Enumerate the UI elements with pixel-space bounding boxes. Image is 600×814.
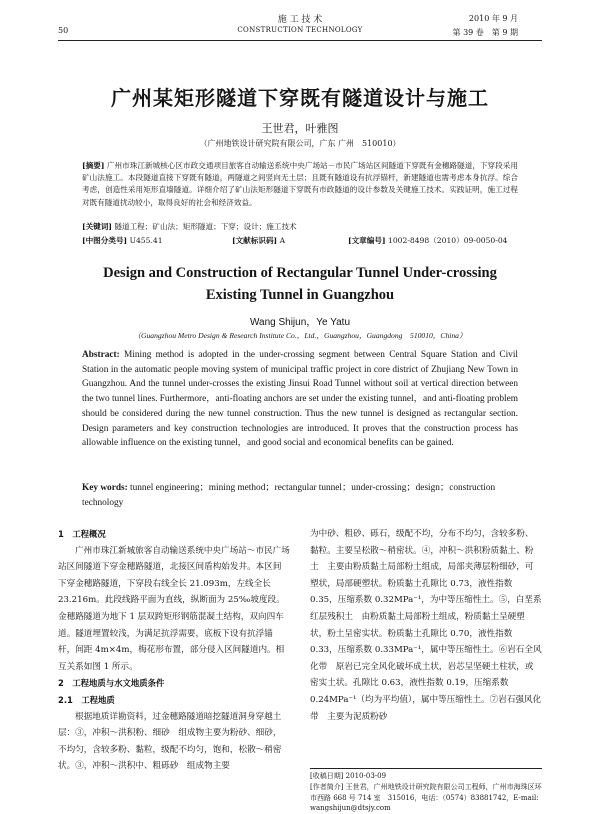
journal-name-cn: 施 工 技 术 — [277, 15, 323, 25]
section-2-1-heading: 2.1 工程地质 — [58, 694, 115, 705]
abstract-cn-text: 广州市珠江新城核心区市政交通项目旅客自动输送系统中央广场站－市民广场站区间隧道下穿既有金穗路隧道，下穿段采用矿山法施工。本段隧道直接下穿既有隧道，两隧道之间竖向无土层；且既有隧道设有抗浮锚杆，新建隧道也需考虑本身抗浮。综合考虑，创造性采用矩形直墙隧道。详细介绍了矿山法矩形隧道下穿既有市政隧道的设计参数及关键施工技术。实践证明，施工过程对既有隧道扰动较小，取得良好的社会和经济效益。 — [82, 161, 518, 207]
paper-title-en-line2: Existing Tunnel in Guangzhou — [205, 287, 395, 303]
page-number: 50 — [58, 26, 69, 35]
volume-issue: 第 39 卷 第 9 期 — [452, 28, 518, 37]
clc-value: U455.41 — [129, 236, 163, 245]
article-number-value: 1002-8498（2010）09-0050-04 — [387, 236, 508, 245]
authors-cn: 王世君，叶雅图 — [261, 122, 339, 135]
affiliation-cn: （广州地铁设计研究院有限公司，广东 广州 510010） — [199, 139, 401, 148]
keywords-cn — [82, 221, 518, 232]
document-code — [232, 235, 285, 246]
section-2-heading: 2 工程地质与水文地质条件 — [58, 678, 165, 689]
abstract-cn — [82, 160, 518, 209]
body-column-right — [310, 526, 542, 725]
header-rule — [58, 40, 542, 41]
keywords-cn-text: 隧道工程；矿山法；矩形隧道；下穿；设计；施工技术 — [114, 222, 297, 231]
abstract-en — [82, 348, 518, 451]
footnote-author-bio: [作者简介] 王世君，广州地铁设计研究院有限公司工程师，广州市海珠区环市西路 668 号 714 室 315016，电话：（0574）83881742，E-mail: wangshijun@dtsjy.com — [310, 782, 542, 813]
abstract-en-text: Mining method is adopted in the under-crossing segment between Central Square Station and Civil Station in the automatic people moving system of municipal traffic project in core district of Zhujiang New Town in Guangzhou. And the tunnel under-crosses the existing Jinsui Road Tunnel without soil at vertical direction between the two tunnel lines. Furthermore，anti-floating anchors are set under the existing tunnel，and anti-floating problem should be considered during the new tunnel construction. Thus the new tunnel is designed as rectangular section. Design parameters and key construction technologies are introduced. It proves that the construction process has allowable influence on the existing tunnel，and good social and economical benefits can be gained. — [82, 350, 518, 449]
keywords-en-text: tunnel engineering；mining method；rectangular tunnel；under-crossing；design；construction technology — [82, 483, 496, 508]
keywords-cn-label: [关键词] — [82, 222, 112, 231]
section-1-heading: 1 工程概况 — [58, 529, 106, 539]
body-column-left — [58, 526, 290, 775]
section-2-1-paragraph: 根据地质详勘资料，过金穗路隧道暗挖隧道洞身穿越土层：③，冲积～洪积粉、细砂 组成物主要为粉砂、细砂，不均匀，含较多粉、黏粒，级配不均匀，饱和，松散～稍密状。③，冲积～洪积中、粗砾砂 组成物主要 — [58, 711, 282, 772]
section-1-paragraph: 广州市珠江新城旅客自动输送系统中央广场站～市民广场站区间隧道下穿金穗路隧道，北接区间盾构始发井。本区间下穿金穗路隧道，下穿段右线全长 21.093m，左线全长 23.216m。此段线路平面为直线，纵断面为 25‰坡度段。金穗路隧道为地下 1 层双跨矩形钢筋混凝土结构，双向四车道。隧道埋置较浅，为满足抗浮需要，底板下设有抗浮锚杆，间距 4m×4m，梅花形布置，部分侵入区间隧道内。相互关系如图 1 所示。 — [58, 545, 290, 672]
footnote-received-date: [收稿日期] 2010-03-09 — [310, 772, 387, 780]
abstract-cn-label: [摘要] — [82, 161, 105, 170]
authors-en: Wang Shijun，Ye Yatu — [249, 317, 351, 328]
affiliation-en: （Guangzhou Metro Design & Research Institute Co.，Ltd.，Guangzhou，Guangdong 510010，China） — [133, 331, 467, 340]
clc-label: [中图分类号] — [82, 236, 128, 245]
journal-name-en: CONSTRUCTION TECHNOLOGY — [237, 26, 363, 34]
geology-paragraph-continued: 为中砂、粗砂、砾石，级配不均，分布不均匀，含较多粉、黏粒。主要呈松散～稍密状。④，冲积～洪积粉质黏土、粉土 主要由粉质黏土局部粉土组成，局部夹薄层粉细砂，可塑状，局部硬塑状。粉质黏土孔隙比 0.73，液性指数 0.35，压缩系数 0.32MPa⁻¹，为中等压缩性土。⑤，白垩系红层残积土 由粉质黏土局部粉土组成，粉质黏土呈硬塑状，粉土呈密实状。粉质黏土孔隙比 0.70，液性指数 0.33，压缩系数 0.33MPa⁻¹，属中等压缩性土。⑥岩石全风化带 原岩已完全风化破坏成土状，岩芯呈坚硬土柱状，或密实土状。孔隙比 0.63，液性指数 0.19，压缩系数 0.24MPa⁻¹（均为平均值），属中等压缩性土。⑦岩石强风化带 主要为泥质粉砂 — [310, 529, 542, 722]
keywords-en — [82, 481, 518, 510]
footnote-rule — [310, 768, 542, 769]
article-number-label: [文章编号] — [348, 236, 386, 245]
abstract-en-label: Abstract: — [82, 350, 120, 360]
paper-title-en-line1: Design and Construction of Rectangular Tunnel Under-crossing — [103, 265, 497, 281]
document-code-label: [文献标识码] — [232, 236, 278, 245]
keywords-en-label: Key words: — [82, 483, 128, 493]
footnote — [310, 771, 542, 814]
paper-title-cn: 广州某矩形隧道下穿既有隧道设计与施工 — [111, 86, 489, 110]
article-number — [348, 235, 508, 246]
document-code-value: A — [279, 236, 286, 245]
issue-date: 2010 年 9 月 — [468, 14, 518, 23]
clc-number — [82, 235, 163, 246]
paper-title-en — [0, 262, 600, 306]
